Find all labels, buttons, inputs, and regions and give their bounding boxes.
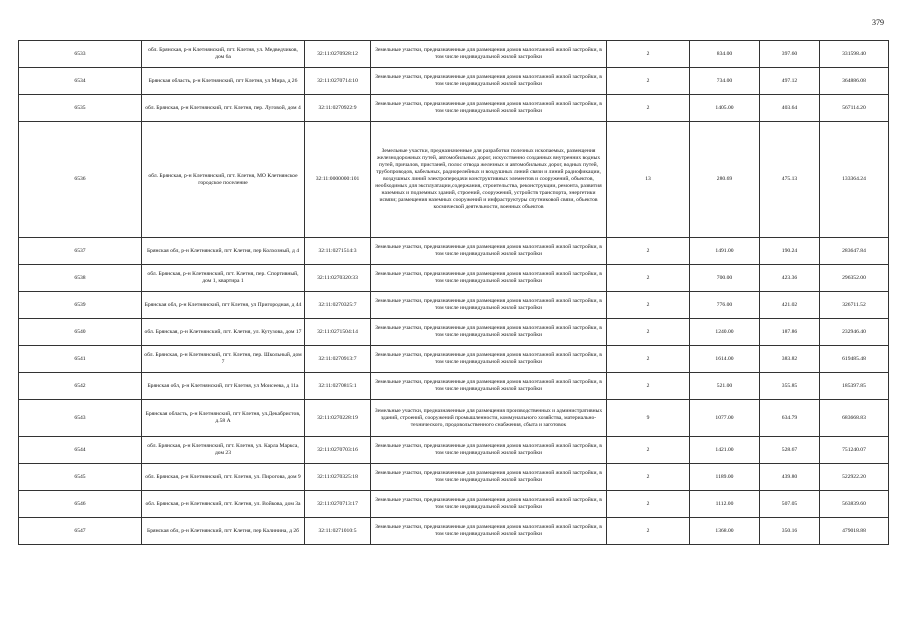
cadastral-number-cell: 32:11:0270928:12: [305, 41, 371, 68]
specific-value-cell: 397.60: [760, 41, 820, 68]
category-code-cell: 2: [607, 41, 690, 68]
specific-value-cell: 475.13: [760, 122, 820, 238]
cadastral-value-cell: 619485.48: [820, 346, 889, 373]
specific-value-cell: 383.82: [760, 346, 820, 373]
row-number: 6533: [19, 41, 142, 68]
row-number: 6535: [19, 95, 142, 122]
land-use-cell: Земельные участки, предназначенные для размещения домов малоэтажной жилой застройки, в том числе индивидуальной жилой застройки: [371, 292, 607, 319]
category-code-cell: 2: [607, 518, 690, 545]
area-cell: 280.69: [690, 122, 760, 238]
cadastral-number-cell: 32:11:0270325:18: [305, 464, 371, 491]
table-row: [19, 400, 889, 437]
table-row: [19, 122, 889, 238]
cadastral-number-cell: 32:11:0270714:10: [305, 68, 371, 95]
page-number: 379: [872, 18, 884, 27]
area-cell: 700.00: [690, 265, 760, 292]
table-row: [19, 265, 889, 292]
cadastral-value-cell: 185397.85: [820, 373, 889, 400]
specific-value-cell: 528.67: [760, 437, 820, 464]
category-code-cell: 2: [607, 292, 690, 319]
table-row: [19, 491, 889, 518]
specific-value-cell: 423.36: [760, 265, 820, 292]
address-cell: обл. Брянская, р-н Клетнянский, пгт. Клетня, ул. Медведчиков, дом 6а: [142, 41, 305, 68]
cadastral-number-cell: 32:11:0270815:1: [305, 373, 371, 400]
address-cell: Брянская обл, р-н Клетнянский, пгт Клетня, ул Моисеева, д 11а: [142, 373, 305, 400]
land-use-cell: Земельные участки, предназначенные для размещения домов малоэтажной жилой застройки, в том числе индивидуальной жилой застройки: [371, 437, 607, 464]
table-row: [19, 95, 889, 122]
address-cell: обл. Брянская, р-н Клетнянский, пгт. Клетня, пер. Луговой, дом 4: [142, 95, 305, 122]
land-use-cell: Земельные участки, предназначенные для размещения домов малоэтажной жилой застройки, в том числе индивидуальной жилой застройки: [371, 68, 607, 95]
specific-value-cell: 403.64: [760, 95, 820, 122]
table-row: [19, 437, 889, 464]
cadastral-value-cell: 283647.84: [820, 238, 889, 265]
area-cell: 1368.00: [690, 518, 760, 545]
specific-value-cell: 634.79: [760, 400, 820, 437]
cadastral-number-cell: 32:11:0270325:7: [305, 292, 371, 319]
land-use-cell: Земельные участки, предназначенные для размещения домов малоэтажной жилой застройки, в том числе индивидуальной жилой застройки: [371, 346, 607, 373]
category-code-cell: 2: [607, 319, 690, 346]
category-code-cell: 13: [607, 122, 690, 238]
table-row: [19, 373, 889, 400]
category-code-cell: 2: [607, 95, 690, 122]
cadastral-value-cell: 326711.52: [820, 292, 889, 319]
cadastral-value-cell: 683668.83: [820, 400, 889, 437]
specific-value-cell: 497.12: [760, 68, 820, 95]
specific-value-cell: 421.02: [760, 292, 820, 319]
land-use-cell: Земельные участки, предназначенные для разработки полезных ископаемых, размещения железнодорожных путей, автомобильных дорог, искусственно созданных внутренних водных путей, причалов, пристаней, полос отвода железных и автомобильных дорог, водных путей, трубопроводов, кабельных, радиорелейных и воздушных линий связи и линий радиофикации, воздушных линий электропередачи конструктивных элементов и сооружений, объектов, необходимых для эксплуатации,содержания, строительства, реконструкции, ремонта, развития наземных и подземных зданий, строений, сооружений, устройств транспорта, энергетики исвязи; размещения наземных сооружений и инфраструктуры спутниковой связи, объектов космической деятельности, военных объектов: [371, 122, 607, 238]
land-use-cell: Земельные участки, предназначенные для размещения домов малоэтажной жилой застройки, в том числе индивидуальной жилой застройки: [371, 265, 607, 292]
category-code-cell: 2: [607, 373, 690, 400]
area-cell: 1240.00: [690, 319, 760, 346]
address-cell: Брянская область, р-н Клетнянский, пгт Клетня, ул.Декабристов, д.58 А: [142, 400, 305, 437]
land-use-cell: Земельные участки, предназначенные для размещения домов малоэтажной жилой застройки, в том числе индивидуальной жилой застройки: [371, 464, 607, 491]
cadastral-value-cell: 479018.88: [820, 518, 889, 545]
category-code-cell: 9: [607, 400, 690, 437]
address-cell: Брянская область, р-н Клетнянский, пгт Клетня, ул Мира, д 26: [142, 68, 305, 95]
row-number: 6545: [19, 464, 142, 491]
address-cell: Брянская обл, р-н Клетнянский, пгт Клетня, ул Пригородная, д 44: [142, 292, 305, 319]
specific-value-cell: 355.85: [760, 373, 820, 400]
area-cell: 1077.00: [690, 400, 760, 437]
cadastral-number-cell: 32:11:0271010:5: [305, 518, 371, 545]
cadastral-value-cell: 522922.20: [820, 464, 889, 491]
row-number: 6542: [19, 373, 142, 400]
address-cell: обл. Брянская, р-н Клетнянский, пгт. Клетня, МО Клетнянское городское поселение: [142, 122, 305, 238]
address-cell: обл. Брянская, р-н Клетнянский, пгт. Клетня, ул. Войкова, дом 3а: [142, 491, 305, 518]
area-cell: 1421.00: [690, 437, 760, 464]
specific-value-cell: 507.05: [760, 491, 820, 518]
land-use-cell: Земельные участки, предназначенные для размещения домов малоэтажной жилой застройки, в том числе индивидуальной жилой застройки: [371, 95, 607, 122]
table-row: [19, 41, 889, 68]
address-cell: Брянская обл, р-н Клетнянский, пгт Клетня, пер Калинина, д 2б: [142, 518, 305, 545]
row-number: 6537: [19, 238, 142, 265]
land-use-cell: Земельные участки, предназначенные для размещения домов малоэтажной жилой застройки, в том числе индивидуальной жилой застройки: [371, 518, 607, 545]
cadastral-number-cell: 32:11:0270913:7: [305, 346, 371, 373]
table-row: [19, 68, 889, 95]
area-cell: 734.00: [690, 68, 760, 95]
cadastral-value-cell: 331598.40: [820, 41, 889, 68]
land-use-cell: Земельные участки, предназначенные для размещения домов малоэтажной жилой застройки, в том числе индивидуальной жилой застройки: [371, 491, 607, 518]
area-cell: 1189.00: [690, 464, 760, 491]
land-use-cell: Земельные участки, предназначенные для размещения домов малоэтажной жилой застройки, в том числе индивидуальной жилой застройки: [371, 373, 607, 400]
area-cell: 1491.00: [690, 238, 760, 265]
cadastral-number-cell: 32:11:0271514:3: [305, 238, 371, 265]
cadastral-value-cell: 364886.08: [820, 68, 889, 95]
address-cell: обл. Брянская, р-н Клетнянский, пгт. Клетня, ул. Пирогова, дом 9: [142, 464, 305, 491]
cadastral-number-cell: 32:11:0270320:33: [305, 265, 371, 292]
address-cell: обл. Брянская, р-н Клетнянский, пгт. Клетня, пер. Школьный, дом 7: [142, 346, 305, 373]
cadastral-value-cell: 232946.40: [820, 319, 889, 346]
cadastral-value-cell: 133364.24: [820, 122, 889, 238]
category-code-cell: 2: [607, 238, 690, 265]
specific-value-cell: 190.24: [760, 238, 820, 265]
table-row: [19, 518, 889, 545]
area-cell: 834.00: [690, 41, 760, 68]
row-number: 6538: [19, 265, 142, 292]
row-number: 6540: [19, 319, 142, 346]
cadastral-number-cell: 32:11:0270228:19: [305, 400, 371, 437]
table-row: [19, 319, 889, 346]
area-cell: 776.00: [690, 292, 760, 319]
category-code-cell: 2: [607, 68, 690, 95]
cadastral-value-cell: 751240.07: [820, 437, 889, 464]
land-use-cell: Земельные участки, предназначенные для размещения домов малоэтажной жилой застройки, в том числе индивидуальной жилой застройки: [371, 319, 607, 346]
cadastral-number-cell: 32:11:0270713:17: [305, 491, 371, 518]
area-cell: 1112.00: [690, 491, 760, 518]
cadastral-number-cell: 32:11:0270703:16: [305, 437, 371, 464]
specific-value-cell: 350.16: [760, 518, 820, 545]
address-cell: обл. Брянская, р-н Клетнянский, пгт. Клетня, ул. Кутузова, дом 17: [142, 319, 305, 346]
specific-value-cell: 187.86: [760, 319, 820, 346]
cadastral-value-cell: 567114.20: [820, 95, 889, 122]
category-code-cell: 2: [607, 265, 690, 292]
area-cell: 521.00: [690, 373, 760, 400]
row-number: 6534: [19, 68, 142, 95]
row-number: 6536: [19, 122, 142, 238]
area-cell: 1614.00: [690, 346, 760, 373]
row-number: 6543: [19, 400, 142, 437]
cadastral-value-cell: 296352.00: [820, 265, 889, 292]
cadastral-value-cell: 563839.60: [820, 491, 889, 518]
category-code-cell: 2: [607, 491, 690, 518]
cadastral-value-table: [18, 40, 889, 545]
land-use-cell: Земельные участки, предназначенные для размещения производственных и административных зданий, строений, сооружений промышленности, коммунального хозяйства, материально-технического, продовольственного снабжения, сбыта и заготовок: [371, 400, 607, 437]
land-use-cell: Земельные участки, предназначенные для размещения домов малоэтажной жилой застройки, в том числе индивидуальной жилой застройки: [371, 238, 607, 265]
address-cell: обл. Брянская, р-н Клетнянский, пгт. Клетня, ул. Карла Маркса, дом 23: [142, 437, 305, 464]
table-row: [19, 464, 889, 491]
address-cell: обл. Брянская, р-н Клетнянский, пгт. Клетня, пер. Спортивный, дом 1, квартира 1: [142, 265, 305, 292]
cadastral-number-cell: 32:11:0271504:14: [305, 319, 371, 346]
table-body: [19, 41, 889, 545]
category-code-cell: 2: [607, 346, 690, 373]
row-number: 6547: [19, 518, 142, 545]
table-row: [19, 346, 889, 373]
category-code-cell: 2: [607, 464, 690, 491]
table-row: [19, 292, 889, 319]
row-number: 6539: [19, 292, 142, 319]
specific-value-cell: 439.80: [760, 464, 820, 491]
table-row: [19, 238, 889, 265]
row-number: 6546: [19, 491, 142, 518]
area-cell: 1405.00: [690, 95, 760, 122]
row-number: 6544: [19, 437, 142, 464]
cadastral-number-cell: 32:11:0000000:101: [305, 122, 371, 238]
cadastral-number-cell: 32:11:0270922:9: [305, 95, 371, 122]
row-number: 6541: [19, 346, 142, 373]
land-use-cell: Земельные участки, предназначенные для размещения домов малоэтажной жилой застройки, в том числе индивидуальной жилой застройки: [371, 41, 607, 68]
category-code-cell: 2: [607, 437, 690, 464]
address-cell: Брянская обл, р-н Клетнянский, пгт Клетня, пер Колхозный, д 4: [142, 238, 305, 265]
